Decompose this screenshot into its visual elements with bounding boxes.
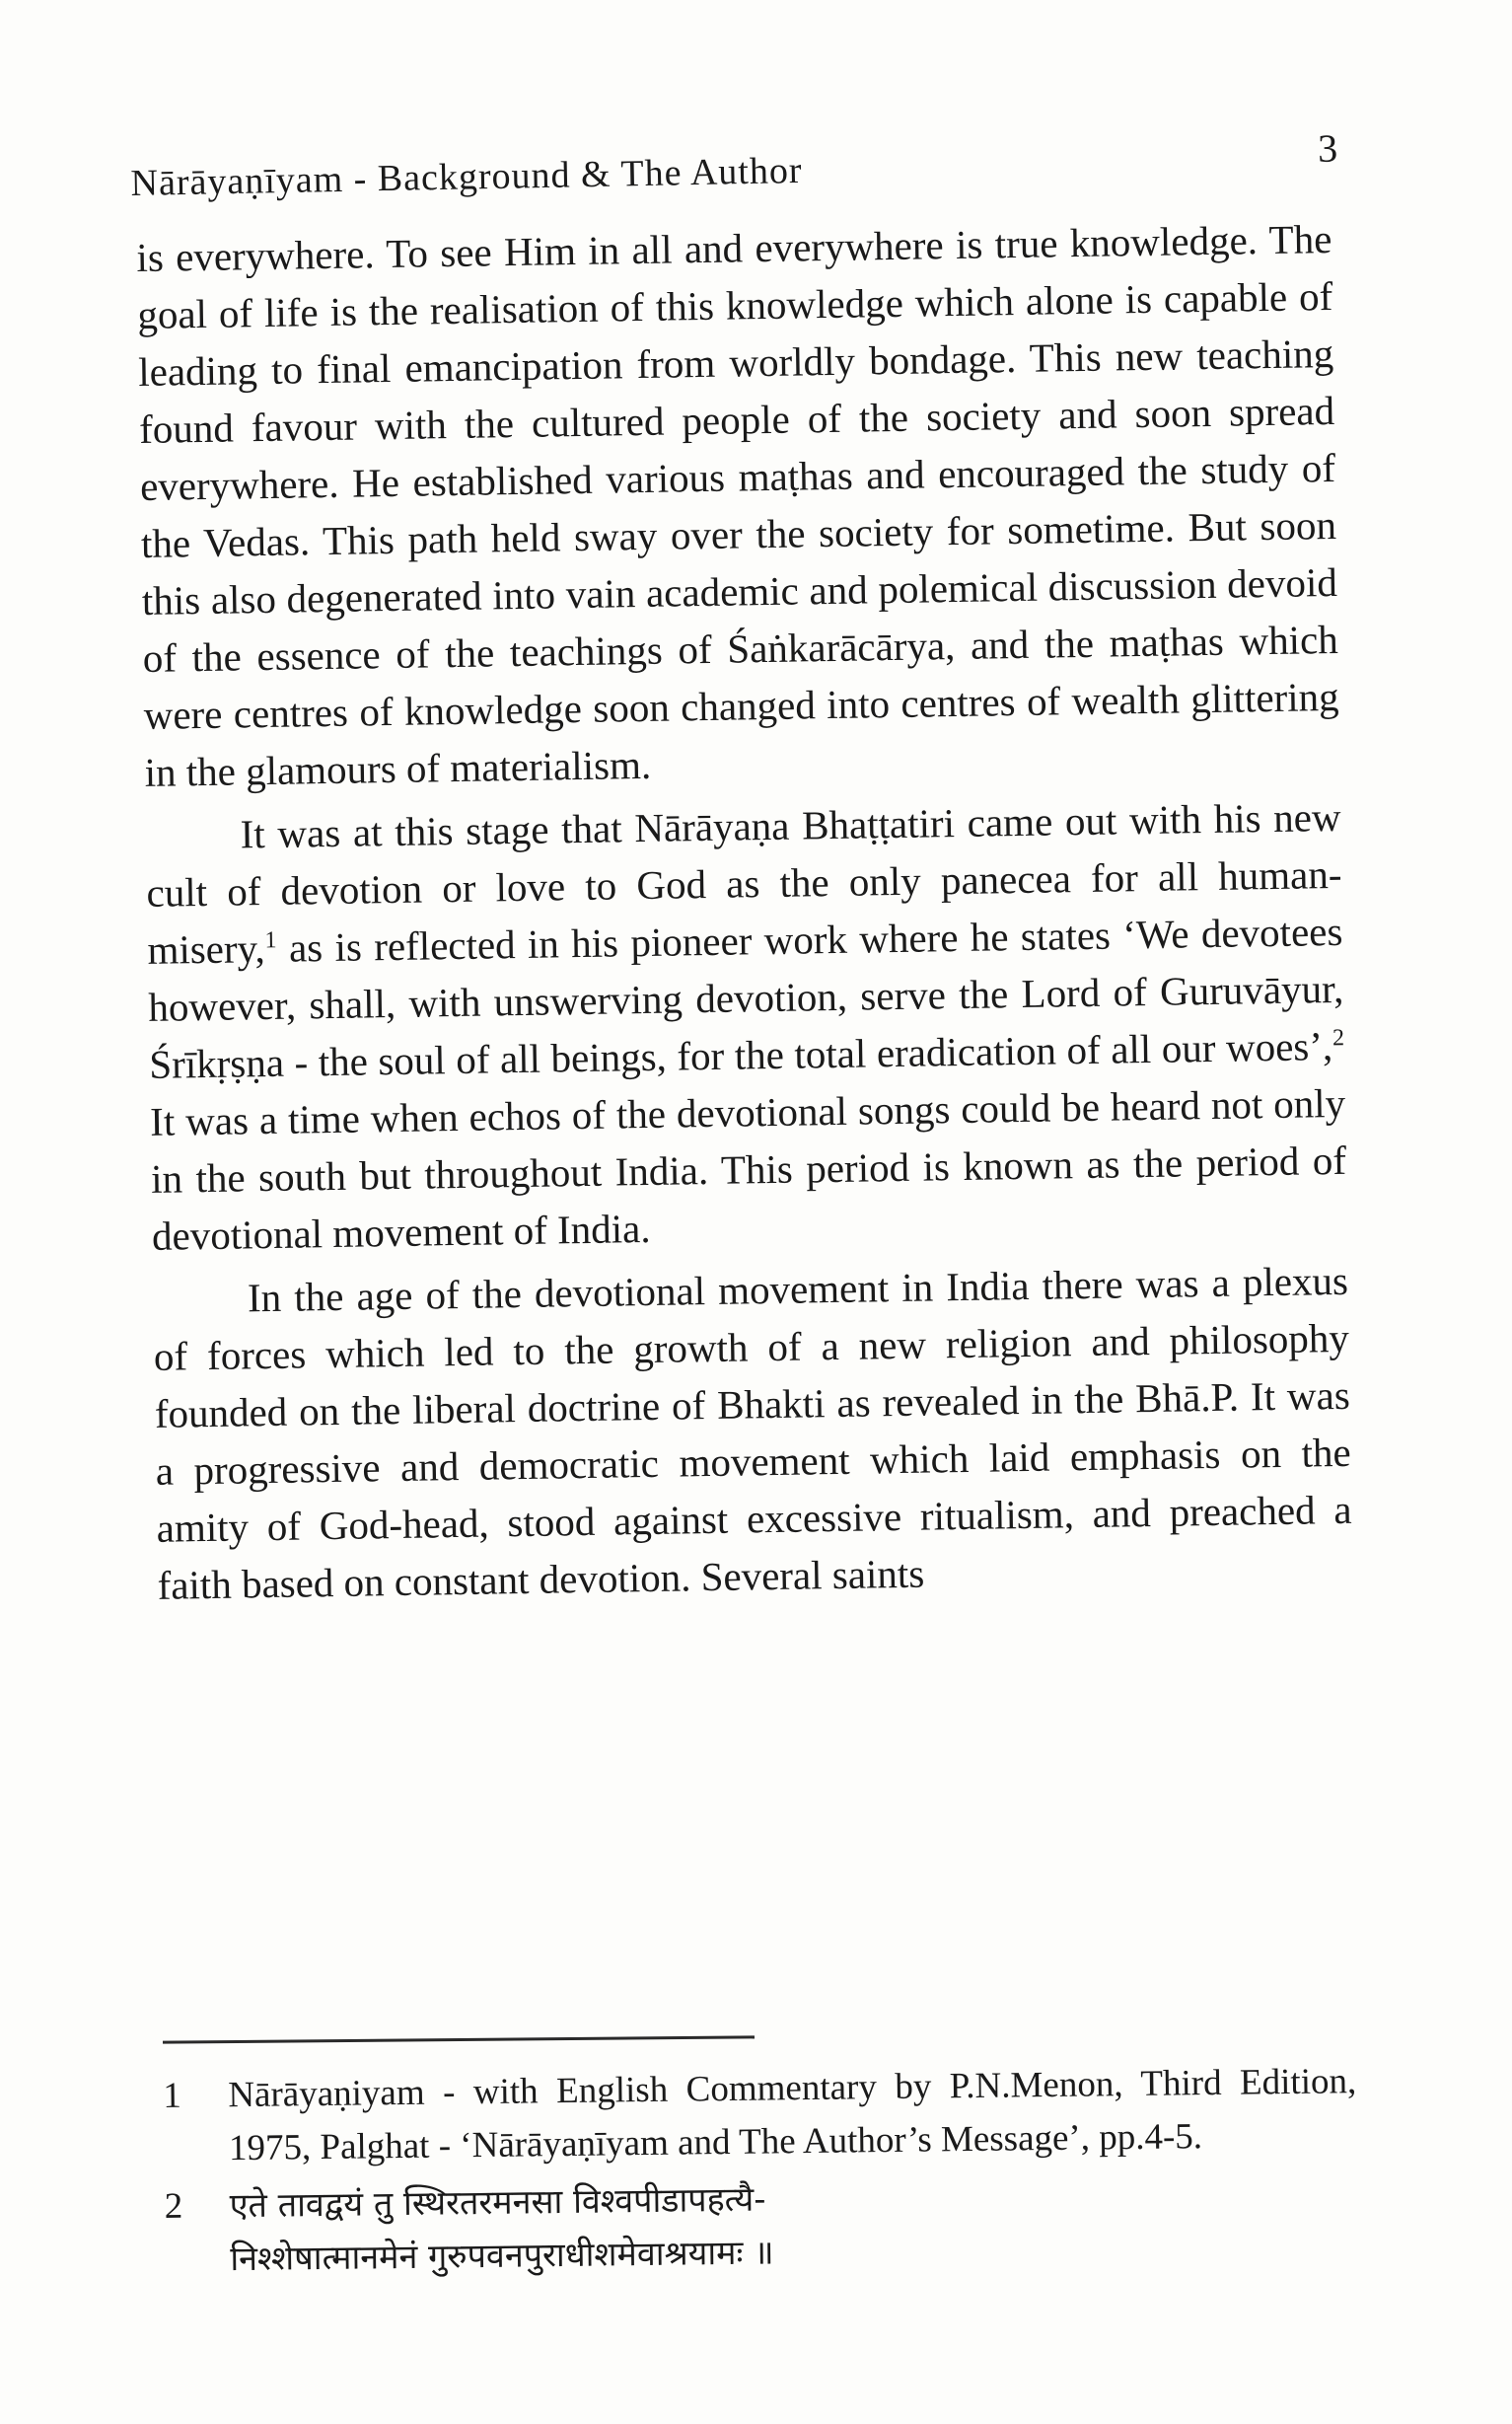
running-head: [130, 125, 1339, 215]
sanskrit-verse-line: एते तावद्वयं तु स्थिरतरमनसा विश्वपीडापहत्यै-: [229, 2179, 766, 2227]
footnote: [164, 2166, 1358, 2287]
footnote-ref: 1: [264, 927, 277, 954]
footnote: [163, 2055, 1357, 2176]
paragraph-text: as is reflected in his pioneer work where he states ‘We devotees however, shall, with unswerving devotion, serve the Lord of Guruvāyur, Śrīkṛṣṇa - the soul of all beings, for the total eradication of all our woes’,: [148, 908, 1344, 1087]
body-text: [136, 210, 1353, 1614]
paragraph: In the age of the devotional movement in India there was a plexus of forces which led to the growth of a new religion and philosophy founded on the liberal doctrine of Bhakti as revealed in the Bhā.P. It was a progressive and democratic movement which laid emphasis on the amity of God-head, stood against excessive ritualism, and preached a faith based on constant devotion. Several saints: [153, 1257, 1352, 1608]
footnote-number: 1: [163, 2075, 182, 2116]
paragraph-text: It was at this stage that Nārāyaṇa Bhaṭṭatiri came out with his new cult of devotion or love to God as the only panecea for all human-misery,: [146, 793, 1342, 973]
paragraph: [145, 788, 1347, 1265]
footnote-text: Nārāyaṇiyam - with English Commentary by P.N.Menon, Third Edition, 1975, Palghat - ‘Nārāyaṇīyam and The Author’s Message’, pp.4-5.: [228, 2061, 1357, 2169]
footnote-divider: [163, 2035, 755, 2043]
footnote-ref: 2: [1332, 1025, 1345, 1052]
footnote-number: 2: [164, 2185, 183, 2227]
paragraph: is everywhere. To see Him in all and everywhere is true knowledge. The goal of life is the realisation of this knowledge which alone is capable of leading to final emancipation from worldly bondage. This new teaching found favour with the cultured people of the society and soon spread everywhere. He established various maṭhas and encouraged the study of the Vedas. This path held sway over the society for sometime. But soon this also degenerated into vain academic and polemical discussion devoid of the essence of the teachings of Śaṅkarācārya, and the maṭhas which were centres of knowledge soon changed into centres of wealth glittering in the glamours of materialism.: [136, 215, 1339, 795]
sanskrit-verse-line: निश्शेषात्मानमेनं गुरुपवनपुराधीशमेवाश्रयामः ॥: [230, 2233, 774, 2280]
page-number: 3: [1317, 125, 1339, 171]
paragraph-text: It was a time when echos of the devotional songs could be heard not only in the south but throughout India. This period is known as the period of devotional movement of India.: [149, 1079, 1347, 1259]
footnote-text: [229, 2166, 1358, 2286]
running-title: Nārāyaṇīyam - Background & The Author: [130, 149, 803, 204]
footnotes: [163, 2055, 1359, 2291]
